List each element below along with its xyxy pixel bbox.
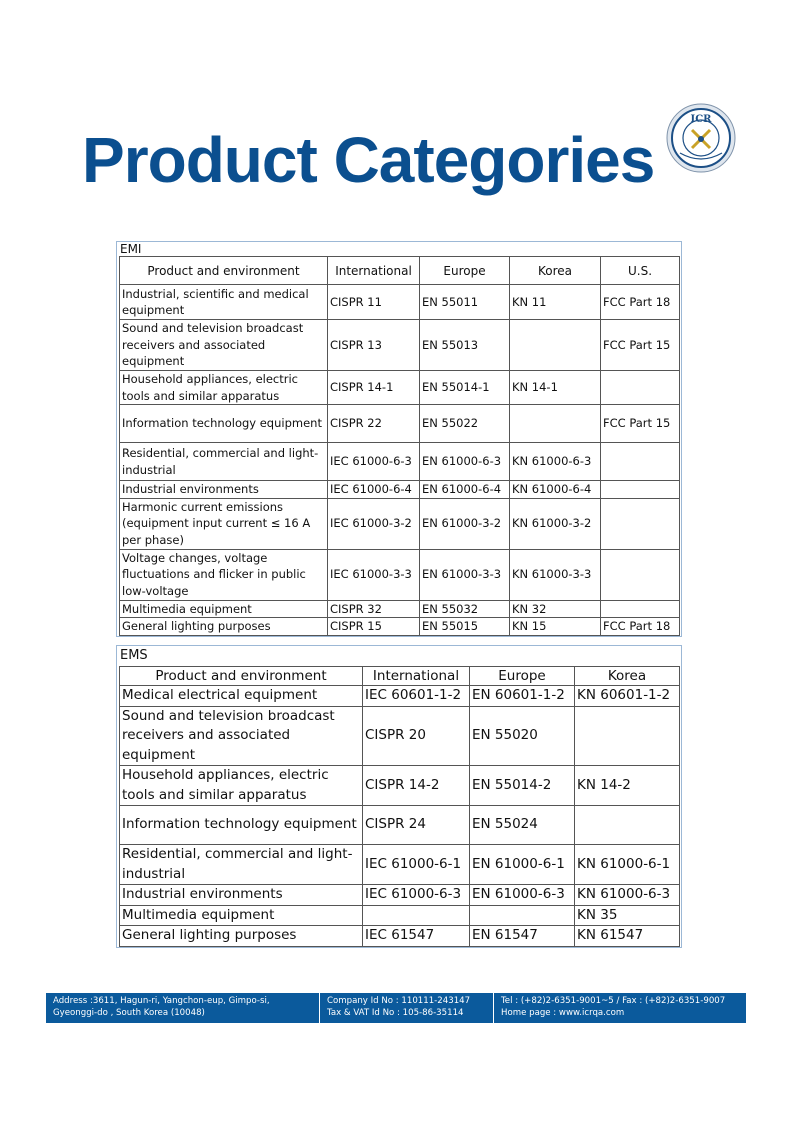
europe-cell: EN 55032 [420, 600, 510, 618]
korea-cell: KN 14-1 [510, 371, 601, 405]
ems-table [119, 666, 680, 947]
us-cell [601, 371, 680, 405]
korea-cell: KN 14-2 [575, 766, 680, 806]
emi-header-europe: Europe [420, 257, 510, 285]
product-cell: General lighting purposes [120, 926, 363, 947]
logo-text: ICR [690, 114, 712, 125]
product-cell: Multimedia equipment [120, 600, 328, 618]
homepage-link[interactable]: Home page : www.icrqa.com [501, 1007, 625, 1018]
europe-cell: EN 60601-1-2 [470, 686, 575, 707]
europe-cell: EN 55024 [470, 806, 575, 845]
korea-cell: KN 60601-1-2 [575, 686, 680, 707]
international-cell: CISPR 14-1 [328, 371, 420, 405]
korea-cell: KN 32 [510, 600, 601, 618]
international-cell: CISPR 15 [328, 618, 420, 636]
international-cell: IEC 61000-6-4 [328, 481, 420, 499]
emi-caption: EMI [120, 242, 142, 256]
emi-table [119, 256, 680, 636]
product-cell: Residential, commercial and light-industrial [120, 443, 328, 481]
europe-cell: EN 61000-6-3 [420, 443, 510, 481]
korea-cell: KN 61000-3-3 [510, 549, 601, 600]
company-id: Company Id No : 110111-243147 [327, 996, 471, 1006]
table-row [120, 905, 680, 926]
product-cell: Harmonic current emissions (equipment input current ≤ 16 A per phase) [120, 498, 328, 549]
product-cell: Multimedia equipment [120, 905, 363, 926]
international-cell: IEC 61000-6-1 [363, 845, 470, 885]
table-row [120, 618, 680, 636]
europe-cell: EN 55014-2 [470, 766, 575, 806]
table-row [120, 706, 680, 766]
table-row [120, 371, 680, 405]
korea-cell: KN 61547 [575, 926, 680, 947]
international-cell: CISPR 14-2 [363, 766, 470, 806]
international-cell [363, 905, 470, 926]
us-cell [601, 600, 680, 618]
international-cell: CISPR 13 [328, 320, 420, 371]
europe-cell: EN 55015 [420, 618, 510, 636]
us-cell [601, 481, 680, 499]
ems-header-product: Product and environment [120, 667, 363, 686]
europe-cell: EN 61000-3-2 [420, 498, 510, 549]
emi-header-row [120, 257, 680, 285]
international-cell: IEC 61000-3-2 [328, 498, 420, 549]
footer-contact [494, 993, 746, 1023]
europe-cell [470, 905, 575, 926]
page-title: Product Categories [82, 124, 655, 196]
footer-company [320, 993, 494, 1023]
europe-cell: EN 55011 [420, 285, 510, 320]
product-cell: Sound and television broadcast receivers and associated equipment [120, 320, 328, 371]
international-cell: CISPR 11 [328, 285, 420, 320]
emi-header-international: International [328, 257, 420, 285]
europe-cell: EN 61000-6-3 [470, 885, 575, 906]
korea-cell: KN 35 [575, 905, 680, 926]
table-row [120, 686, 680, 707]
ems-header-row [120, 667, 680, 686]
ems-header-international: International [363, 667, 470, 686]
address-line-1: Address :3611, Hagun-ri, Yangchon-eup, Gimpo-si, [53, 996, 270, 1006]
product-cell: Residential, commercial and light-industrial [120, 845, 363, 885]
us-cell: FCC Part 15 [601, 405, 680, 443]
table-row [120, 481, 680, 499]
address-line-2: Gyeonggi-do , South Korea (10048) [53, 1007, 205, 1018]
korea-cell [575, 806, 680, 845]
icr-logo [666, 103, 736, 173]
product-cell: Industrial environments [120, 885, 363, 906]
europe-cell: EN 61000-6-1 [470, 845, 575, 885]
table-row [120, 845, 680, 885]
us-cell [601, 549, 680, 600]
international-cell: CISPR 24 [363, 806, 470, 845]
international-cell: CISPR 20 [363, 706, 470, 766]
korea-cell [510, 320, 601, 371]
tel-fax: Tel : (+82)2-6351-9001~5 / Fax : (+82)2-6351-9007 [501, 996, 726, 1006]
table-row [120, 806, 680, 845]
product-cell: Medical electrical equipment [120, 686, 363, 707]
table-row [120, 405, 680, 443]
footer-address [46, 993, 320, 1023]
product-cell: Voltage changes, voltage fluctuations and flicker in public low-voltage [120, 549, 328, 600]
international-cell: CISPR 22 [328, 405, 420, 443]
korea-cell: KN 61000-6-1 [575, 845, 680, 885]
international-cell: IEC 61000-6-3 [363, 885, 470, 906]
international-cell: IEC 60601-1-2 [363, 686, 470, 707]
ems-table-panel [116, 645, 682, 948]
korea-cell: KN 61000-6-4 [510, 481, 601, 499]
korea-cell [510, 405, 601, 443]
ems-header-europe: Europe [470, 667, 575, 686]
korea-cell: KN 61000-6-3 [510, 443, 601, 481]
product-cell: Industrial, scientific and medical equipment [120, 285, 328, 320]
table-row [120, 549, 680, 600]
table-row [120, 320, 680, 371]
table-row [120, 285, 680, 320]
europe-cell: EN 61547 [470, 926, 575, 947]
product-cell: Household appliances, electric tools and similar apparatus [120, 371, 328, 405]
international-cell: CISPR 32 [328, 600, 420, 618]
us-cell: FCC Part 15 [601, 320, 680, 371]
europe-cell: EN 55013 [420, 320, 510, 371]
korea-cell: KN 15 [510, 618, 601, 636]
table-row [120, 885, 680, 906]
us-cell [601, 443, 680, 481]
footer-bar [46, 993, 746, 1023]
product-cell: Industrial environments [120, 481, 328, 499]
korea-cell [575, 706, 680, 766]
product-cell: General lighting purposes [120, 618, 328, 636]
emi-table-panel [116, 241, 682, 637]
product-cell: Household appliances, electric tools and similar apparatus [120, 766, 363, 806]
table-row [120, 766, 680, 806]
tax-id: Tax & VAT Id No : 105-86-35114 [327, 1007, 464, 1018]
korea-cell: KN 11 [510, 285, 601, 320]
emi-header-us: U.S. [601, 257, 680, 285]
emi-header-product: Product and environment [120, 257, 328, 285]
product-cell: Information technology equipment [120, 806, 363, 845]
international-cell: IEC 61000-6-3 [328, 443, 420, 481]
europe-cell: EN 61000-6-4 [420, 481, 510, 499]
us-cell [601, 498, 680, 549]
us-cell: FCC Part 18 [601, 285, 680, 320]
us-cell: FCC Part 18 [601, 618, 680, 636]
emi-header-korea: Korea [510, 257, 601, 285]
product-cell: Sound and television broadcast receivers and associated equipment [120, 706, 363, 766]
europe-cell: EN 61000-3-3 [420, 549, 510, 600]
korea-cell: KN 61000-6-3 [575, 885, 680, 906]
table-row [120, 443, 680, 481]
table-row [120, 600, 680, 618]
europe-cell: EN 55020 [470, 706, 575, 766]
ems-caption: EMS [120, 648, 148, 663]
korea-cell: KN 61000-3-2 [510, 498, 601, 549]
europe-cell: EN 55022 [420, 405, 510, 443]
table-row [120, 926, 680, 947]
ems-header-korea: Korea [575, 667, 680, 686]
international-cell: IEC 61547 [363, 926, 470, 947]
europe-cell: EN 55014-1 [420, 371, 510, 405]
international-cell: IEC 61000-3-3 [328, 549, 420, 600]
table-row [120, 498, 680, 549]
product-cell: Information technology equipment [120, 405, 328, 443]
